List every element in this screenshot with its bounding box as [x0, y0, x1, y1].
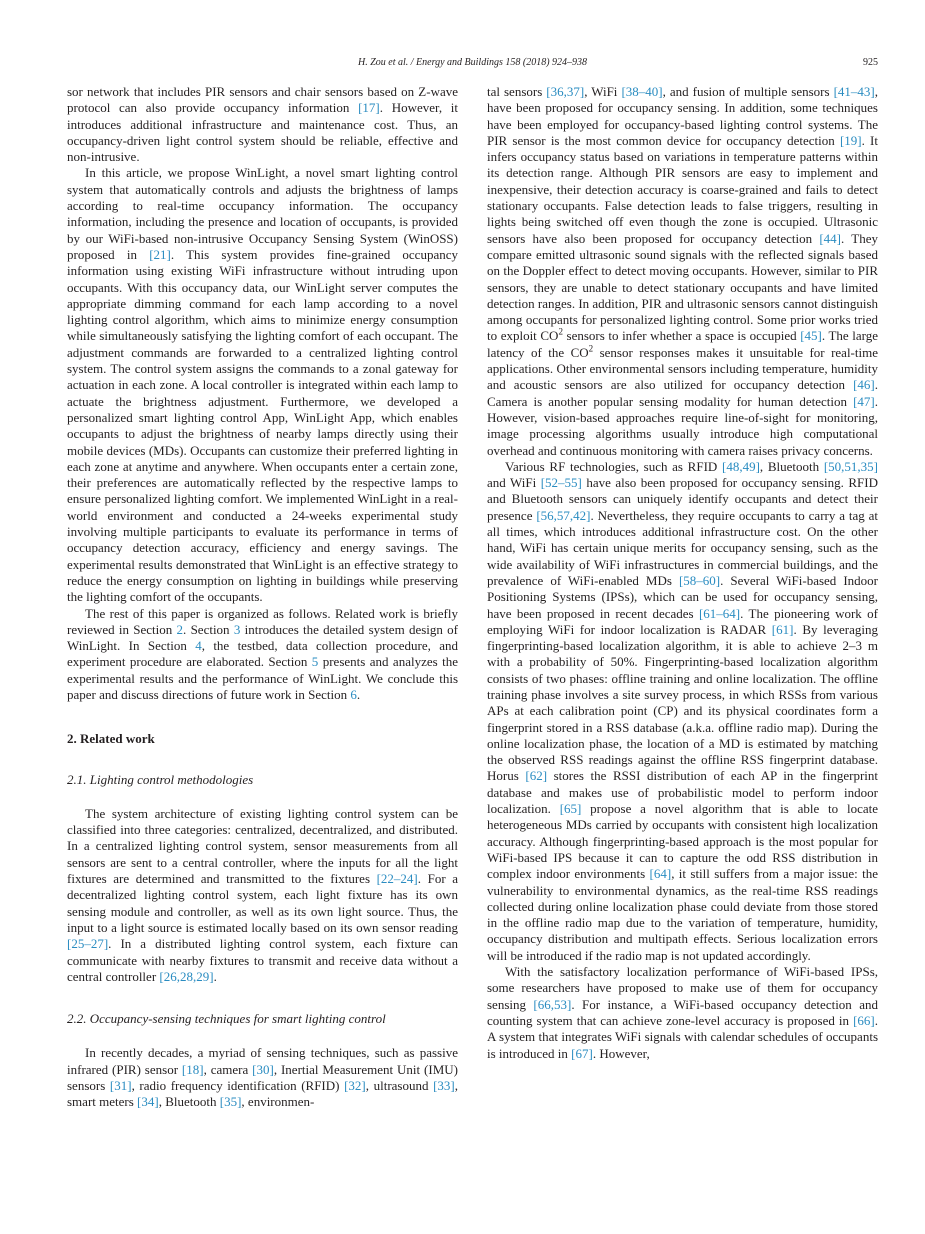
citation-link[interactable]: [35] [219, 1094, 242, 1110]
subsection-heading: 2.1. Lighting control methodologies [67, 771, 254, 787]
superscript: 2 [558, 327, 563, 338]
citation-link[interactable]: [44] [819, 230, 842, 246]
section-link[interactable]: 4 [195, 638, 202, 654]
citation-link[interactable]: [22–24] [376, 871, 418, 887]
right-column [487, 84, 878, 1062]
citation-link[interactable]: [58–60] [678, 572, 721, 588]
paragraph: The system architecture of existing lighting control system can be classified into three categories: centralized, decentralized, and distributed. In a centralized lighting control system, sensor measurements from all sensors are sent to a central controller, where the inputs for all the light fixtures are determined and transmitted to the fixtures [22–24]. For a decentralized lighting control system, each light fixture has its own sensing module and controller, as well as its own light source. Thus, the input to a light source is estimated locally based on its own sensor reading [25–27]. In a distributed lighting control system, each fixture can communicate with nearby fixtures to transmit and receive data without a central controller [26,28,29]. [67, 805, 458, 984]
subsection-heading: 2.2. Occupancy-sensing techniques for smart lighting control [67, 1011, 386, 1027]
section-link[interactable]: 5 [311, 654, 319, 670]
paragraph: The rest of this paper is organized as follows. Related work is briefly reviewed in Section 2. Section 3 introduces the detailed system design of WinLight. In Section 4, the testbed, data collection procedure, and experiment procedure are elaborated. Section 5 presents and analyzes the experimental results and the performance of WinLight. We conclude this paper and discuss directions of future work in Section 6. [67, 605, 458, 702]
running-header [67, 57, 878, 71]
citation-link[interactable]: [30] [252, 1061, 274, 1077]
citation-link[interactable]: [47] [853, 393, 875, 409]
citation-link[interactable]: [41–43] [833, 84, 875, 99]
citation-link[interactable]: [52–55] [540, 475, 582, 491]
citation-link[interactable]: [32] [344, 1078, 366, 1094]
left-column [67, 84, 458, 1111]
citation-link[interactable]: [66] [853, 1012, 875, 1028]
citation-link[interactable]: [19] [839, 132, 862, 148]
paragraph: Various RF technologies, such as RFID [48,49], Bluetooth [50,51,35] and WiFi [52–55] have also been proposed for occupancy sensing. RFID and Bluetooth sensors can uniquely identify occupants and detect their presence [56,57,42]. Nevertheless, they require occupants to carry a tag at all times, which introduces additional infrastructure cost. On the other hand, WiFi has certain unique merits for occupancy sensing, such as the wide availability of WiFi infrastructures in commercial buildings, and the prevalence of WiFi-enabled MDs [58–60]. Several WiFi-based Indoor Positioning Systems (IPSs), which can be used for occupancy sensing, have been proposed in recent decades [61–64]. The pioneering work of employing WiFi for indoor localization is RADAR [61]. By leveraging fingerprinting-based localization algorithm, it is able to achieve 2–3 m with a probability of 50%. Fingerprinting-based localization algorithm consists of two phases: offline training and online localization. The offline training phase involves a site survey process, in which RSSs from various APs at each calibration point (CP) and its physical coordinates form a fingerprint stored in a RSS database (a.k.a. offline radio map). During the online localization phase, the location of a MD is estimated by matching the observed RSS readings against the offline RSS fingerprint database. Horus [62] stores the RSSI distribution of each AP in the fingerprint database and makes use of probabilistic model to perform indoor localization. [65] propose a novel algorithm that is able to locate heterogeneous MDs carried by occupants with consistent high localization accuracy. Although fingerprinting-based approach is the most popular for WiFi-based IPS because it can to capture the odd RSS distribution in complex indoor environments [64], it still suffers from a major issue: the vulnerability to environmental dynamics, as the real-time RSS readings collected during online localization phase could deviate from those stored in the offline radio map due to the variation of temperature, humidity, occupancy distribution and multipath effects. Serious localization errors will be introduced if the radio map is not updated accordingly. [487, 458, 879, 963]
citation-link[interactable]: [34] [137, 1094, 159, 1110]
page-number: 925 [863, 57, 878, 68]
citation-link[interactable]: [31] [109, 1078, 132, 1094]
citation-link[interactable]: [67] [571, 1045, 593, 1061]
citation-link[interactable]: [46] [853, 377, 875, 393]
citation-link[interactable]: [64] [649, 866, 672, 882]
citation-link[interactable]: [61–64] [698, 605, 741, 621]
citation-link[interactable]: [56,57,42] [536, 507, 591, 523]
section-link[interactable]: 3 [233, 621, 241, 637]
section-link[interactable]: 6 [350, 686, 357, 702]
section-link[interactable]: 2 [176, 621, 184, 637]
paragraph: tal sensors [36,37], WiFi [38–40], and fusion of multiple sensors [41–43], have been proposed for occupancy sensing. In addition, some techniques have been employed for occupancy-based lighting control systems. The PIR sensor is the most common device for occupancy detection [19]. It infers occupancy status based on variations in temperature patterns within its detection range. Although PIR sensors are easy to implement and inexpensive, their detection accuracy is coarse-grained and fails to detect stationary occupants. False detection leads to false triggers, resulting in lights being switched off even though the zone is occupied. Ultrasonic sensors have also been proposed for occupancy detection [44]. They compare emitted ultrasonic sound signals with the reflected signals based on the Doppler effect to detect moving occupants. However, similar to PIR sensors, they are unable to detect stationary occupants and have limited detection ranges. In addition, PIR and ultrasonic sensors cannot distinguish among occupants for personalized lighting control. Some prior works tried to exploit $CO^2$ sensors to infer whether a space is occupied [45]. The large latency of the $CO^2$ sensor responses makes it unsuitable for real-time applications. Other environmental sensors including temperature, humidity and acoustic sensors are also utilized for occupancy detection [46]. Camera is another popular sensing modality for human detection [47]. However, vision-based approaches require line-of-sight for monitoring, image processing algorithms usually introduce high computational overhead and continuous monitoring with camera raises privacy concerns. [487, 84, 879, 458]
paragraph: With the satisfactory localization performance of WiFi-based IPSs, some researchers have proposed to make use of them for occupancy sensing [66,53]. For instance, a WiFi-based occupancy detection and counting system that can achieve zone-level accuracy is proposed in [66]. A system that integrates WiFi signals with calendar schedules of occupants is introduced in [67]. However, [487, 964, 878, 1061]
citation-link[interactable]: [66,53] [533, 996, 572, 1012]
citation-link[interactable]: [62] [525, 768, 548, 784]
citation-link[interactable]: [18] [181, 1061, 204, 1077]
citation-link[interactable]: [45] [800, 328, 822, 344]
section-heading: 2. Related work [67, 731, 155, 747]
journal-citation: H. Zou et al. / Energy and Buildings 158 (2018) 924–938 [357, 57, 588, 68]
citation-link[interactable]: [26,28,29] [159, 968, 214, 984]
paragraph: In recently decades, a myriad of sensing techniques, such as passive infrared (PIR) sensor [18], camera [30], Inertial Measurement Unit (IMU) sensors [31], radio frequency identification (RFID) [32], ultrasound [33], smart meters [34], Bluetooth [35], environmen- [67, 1045, 459, 1110]
citation-link[interactable]: [36,37] [546, 84, 585, 99]
citation-link[interactable]: [65] [559, 801, 582, 817]
citation-link[interactable]: [21] [149, 246, 171, 262]
citation-link[interactable]: [17] [358, 100, 380, 116]
citation-link[interactable]: [48,49] [722, 458, 760, 474]
superscript: 2 [588, 343, 594, 354]
paragraph: In this article, we propose WinLight, a novel smart lighting control system that automatically controls and adjusts the brightness of lamps according to real-time occupancy information. The occupancy information, including the presence and location of occupants, is provided by our WiFi-based non-intrusive Occupancy Sensing System (WinOSS) proposed in [21]. This system provides fine-grained occupancy information using existing WiFi infrastructure without intruding upon occupants. With this occupancy data, our WinLight server computes the appropriate dimming command for each lamp according to a novel lighting control algorithm, which aims to minimize energy consumption while simultaneously satisfying the lighting comfort of each occupant. The adjustment commands are forwarded to a centralized lighting control system. The control system assigns the commands to a zonal gateway for actuation in each zone. A local controller is integrated within each lamp to actuate the brightness adjustment. Furthermore, we developed a personalized smart lighting control App, WinLight App, which enables occupants to adjust the brightness of nearby lamps directly using their mobile devices (MDs). Occupants can customize their preferred lighting in each zone at anytime and anywhere. When occupants enter a certain zone, their preferences are automatically reflected by the respective lamps to ensure personalized lighting comfort. We implemented WinLight in a real-world environment and conducted a 24-weeks experimental study involving multiple participants to evaluate its performance in terms of occupancy detection accuracy, efficiency and energy savings. The experimental results demonstrated that WinLight is an effective strategy to reduce the energy consumption on lighting in buildings while preserving the lighting comfort of the occupants. [67, 165, 458, 605]
citation-link[interactable]: [61] [771, 621, 794, 637]
paragraph: sor network that includes PIR sensors and chair sensors based on Z-wave protocol can also provide occupancy information [17]. However, it introduces additional infrastructure and maintenance cost. Thus, an occupancy-driven light control system should be reliable, effective and non-intrusive. [67, 84, 458, 165]
citation-link[interactable]: [33] [433, 1078, 455, 1094]
citation-link[interactable]: [50,51,35] [823, 458, 878, 474]
citation-link[interactable]: [25–27] [67, 936, 109, 952]
citation-link[interactable]: [38–40] [621, 84, 663, 99]
